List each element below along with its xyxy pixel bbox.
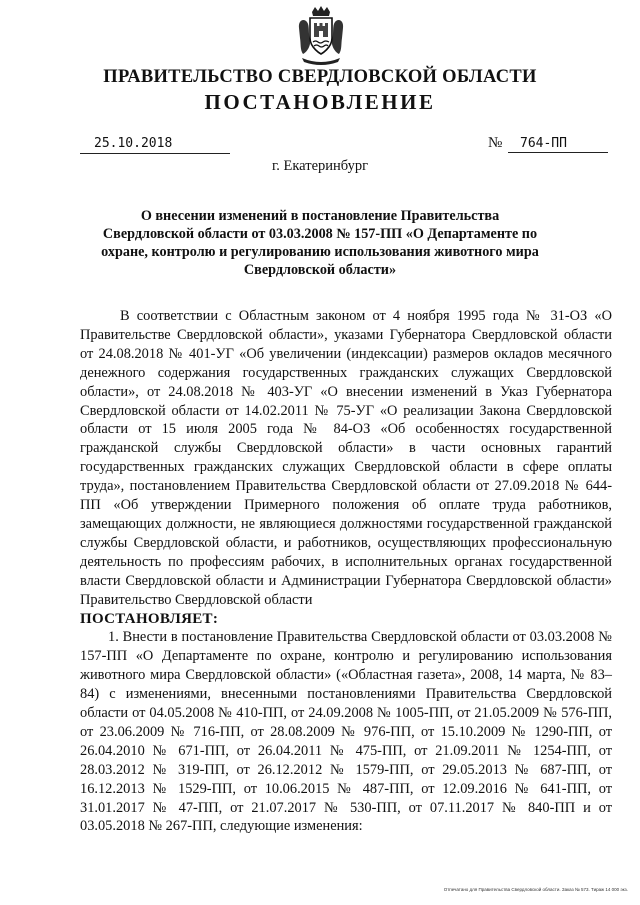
print-footer-note: Отпечатано для Правительства Свердловской области. Заказ № 573. Тираж 14 000 экз. <box>443 887 628 892</box>
date-value: 25.10.2018 <box>94 136 173 151</box>
city: г. Екатеринбург <box>271 158 369 174</box>
government-title: ПРАВИТЕЛЬСТВО СВЕРДЛОВСКОЙ ОБЛАСТИ <box>103 67 537 87</box>
document-type: ПОСТАНОВЛЕНИЕ <box>204 90 436 114</box>
decree-word: ПОСТАНОВЛЯЕТ: <box>80 610 219 627</box>
date-field <box>80 136 230 154</box>
document-subject: О внесении изменений в постановление Правительства Свердловской области от 03.03.2008 № 157-ПП «О Департаменте по охране, контролю и регулированию использования животного мира Свердловской области» <box>101 208 539 278</box>
preamble-paragraph: В соответствии с Областным законом от 4 ноября 1995 года № 31-ОЗ «О Правительстве Свердловской области», указами Губернатора Свердловской области от 24.08.2018 № 401-УГ «Об увеличении (индексации) размеров окладов месячного денежного содержания государственных гражданских служащих Свердловской области», от 24.08.2018 № 403-УГ «О внесении изменений в Указ Губернатора Свердловской области от 14.02.2011 № 75-УГ «О реализации Закона Свердловской области от 15 июля 2005 года № 84-ОЗ «Об особенностях государственной гражданской службы Свердловской области» в части основных гарантий государственных гражданских служащих Свердловской области в сфере оплаты труда», постановлением Правительства Свердловской области от 27.09.2018 № 644-ПП «Об утверждении Примерного положения об оплате труда работников, замещающих должности, не являющиеся должностями государственной гражданской службы Свердловской области, и работников, осуществляющих профессиональную деятельность по профессиям рабочих, в исполнительных органах государственной власти Свердловской области и Администрации Губернатора Свердловской области» Правительство Свердловской области <box>80 308 612 608</box>
number-field <box>488 135 613 153</box>
number-sign: № <box>488 135 503 151</box>
item-1-paragraph: 1. Внести в постановление Правительства Свердловской области от 03.03.2008 № 157-ПП «О Департаменте по охране, контролю и регулированию использования животного мира Свердловской области» («Областная газета», 2008, 14 марта, № 83–84) с изменениями, внесенными постановлениями Правительства Свердловской области от 04.05.2008 № 410-ПП, от 24.09.2008 № 1005-ПП, от 21.05.2009 № 576-ПП, от 23.06.2009 № 716-ПП, от 28.08.2009 № 976-ПП, от 15.10.2009 № 1290-ПП, от 26.04.2010 № 671-ПП, от 26.04.2011 № 475-ПП, от 21.09.2011 № 1254-ПП, от 28.03.2012 № 319-ПП, от 26.12.2012 № 1579-ПП, от 29.05.2013 № 687-ПП, от 16.12.2013 № 1529-ПП, от 10.06.2015 № 487-ПП, от 12.09.2016 № 641-ПП, от 31.01.2017 № 47-ПП, от 21.07.2017 № 530-ПП, от 07.11.2017 № 840-ПП и от 03.05.2018 № 267-ПП, следующие изменения: <box>80 629 612 835</box>
document-body <box>80 307 612 836</box>
number-line <box>508 135 608 153</box>
number-value: 764-ПП <box>520 136 567 151</box>
sverdlovsk-coat-of-arms-icon <box>296 6 346 66</box>
